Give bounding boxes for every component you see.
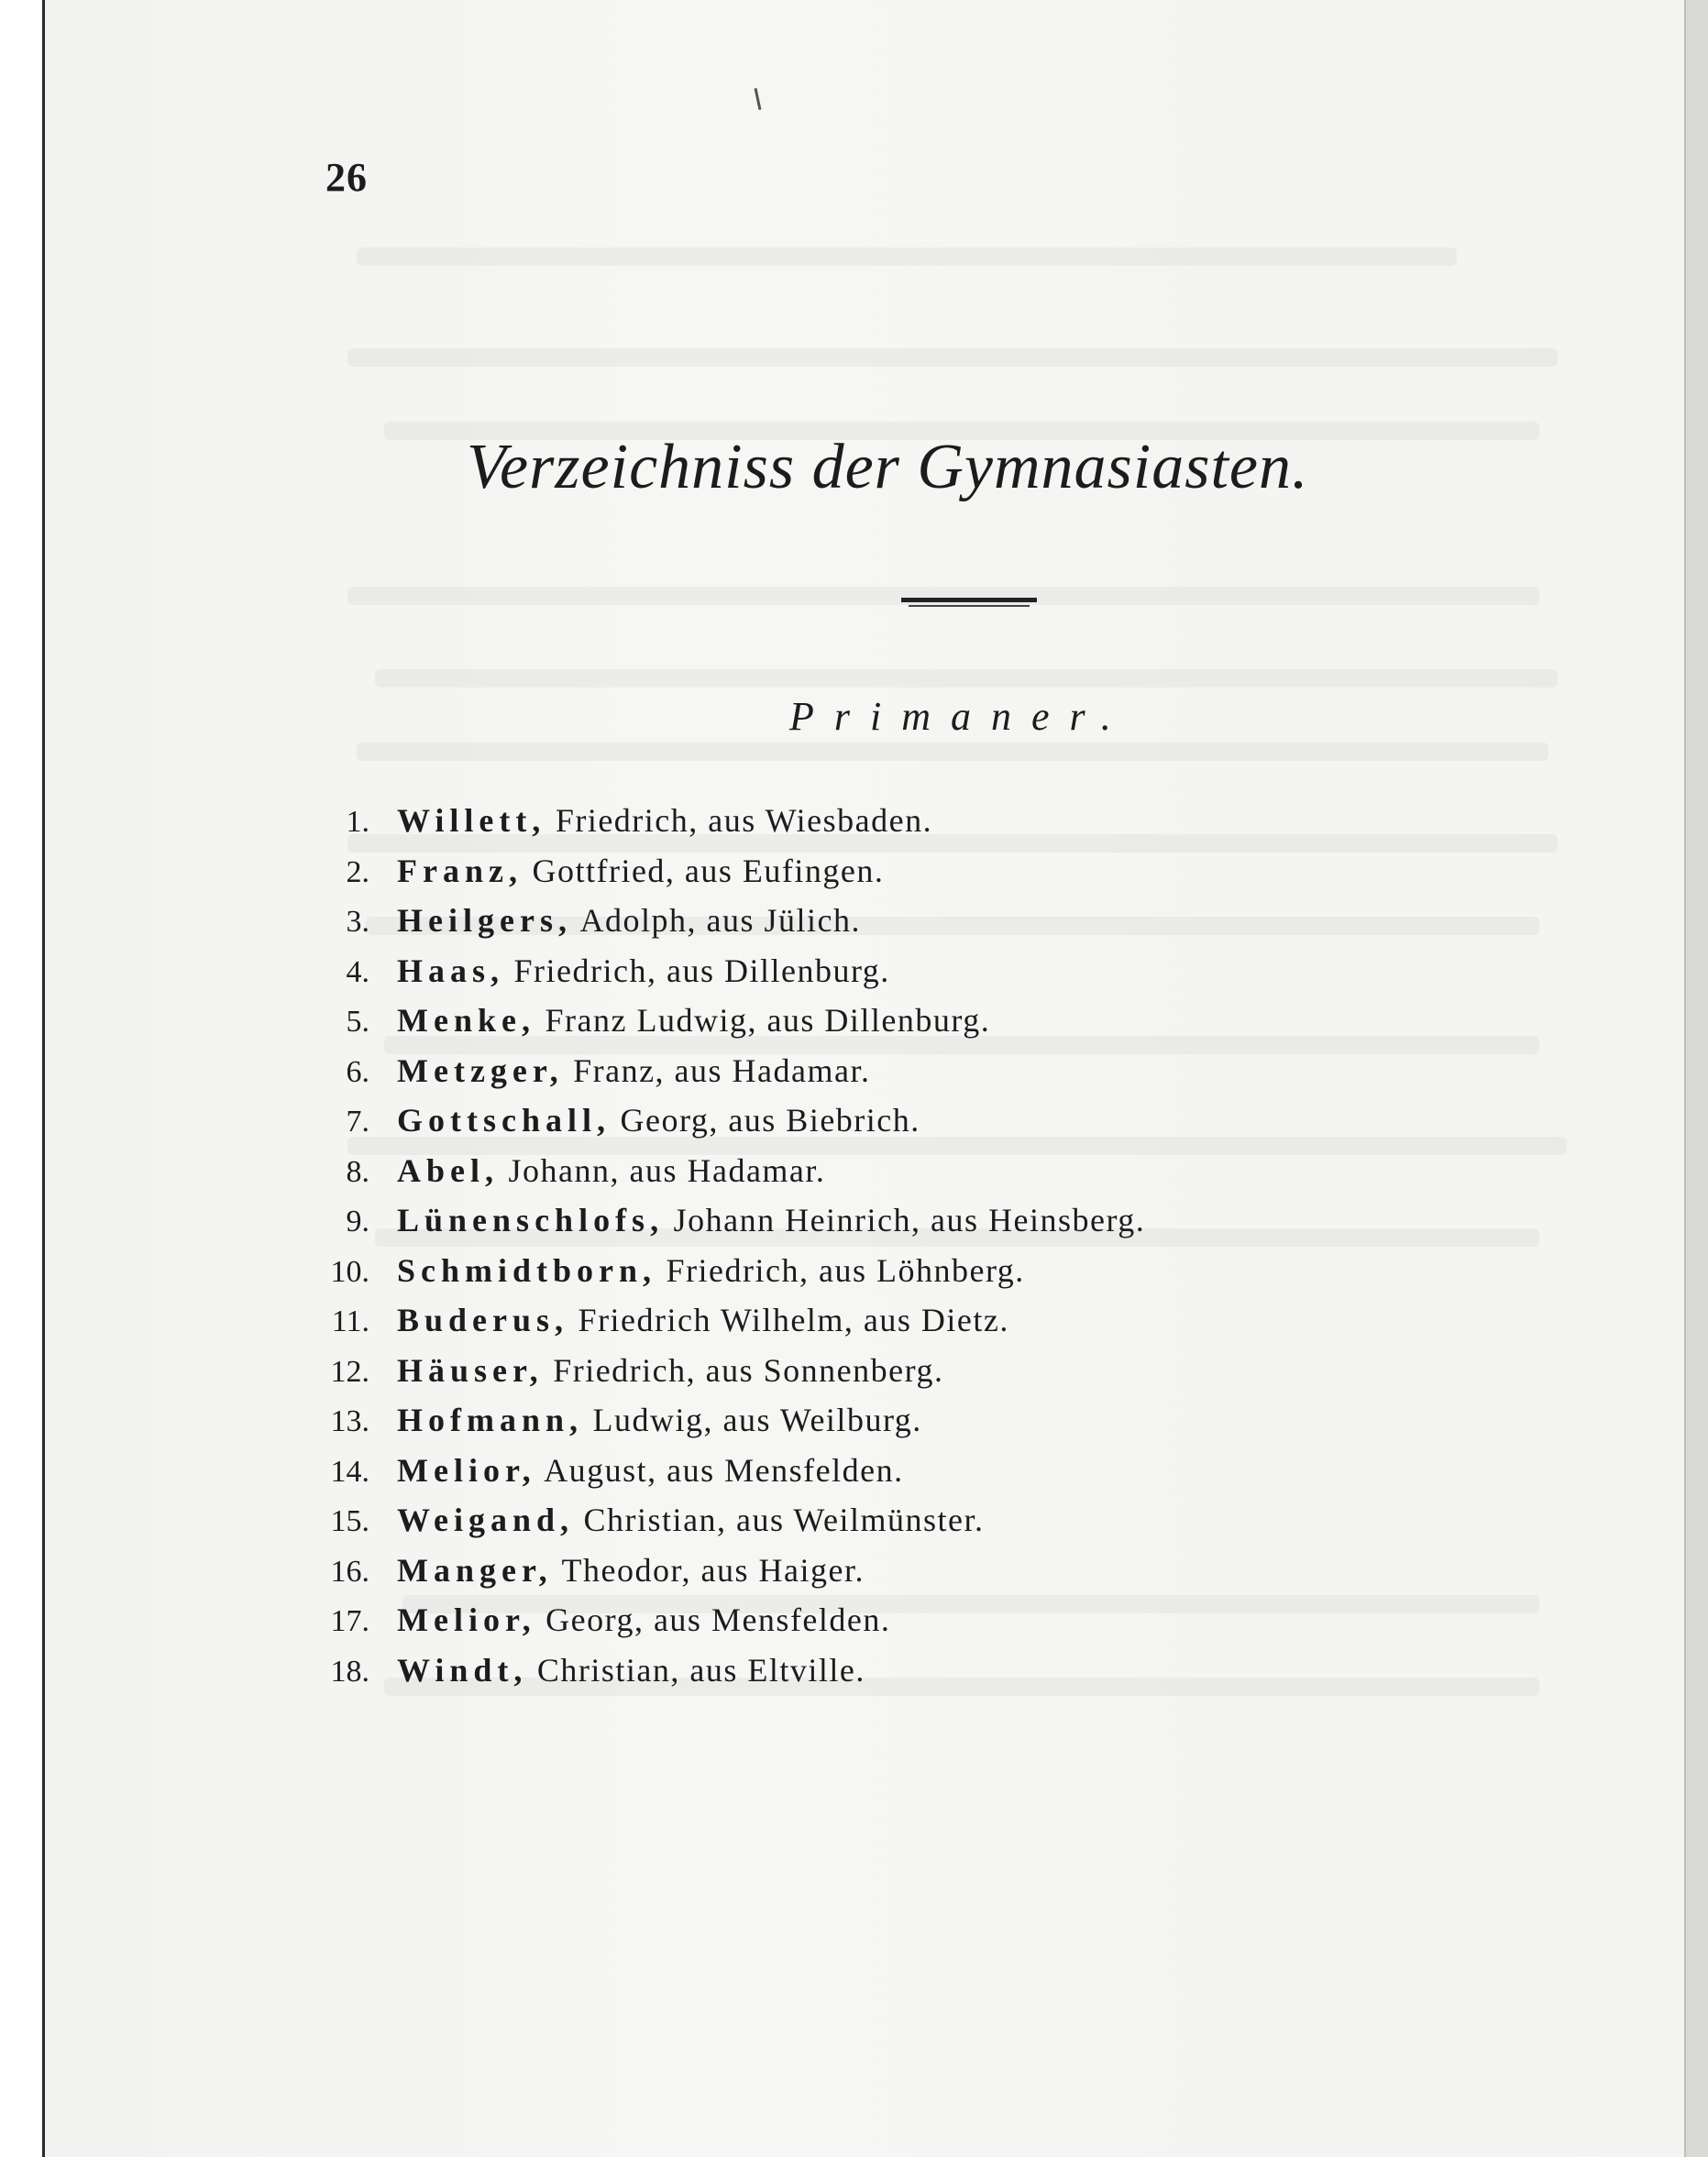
list-item <box>316 846 1508 897</box>
entry-number: 18. <box>330 1654 369 1689</box>
entry-surname: Windt, <box>397 1651 528 1689</box>
entry-surname: Melior, <box>397 1601 536 1638</box>
list-item <box>316 796 1508 846</box>
rule-thin <box>909 605 1030 607</box>
entry-number: 9. <box>346 1205 369 1238</box>
list-item <box>316 1395 1508 1446</box>
entry-details: Franz, aus Hadamar. <box>563 1051 871 1089</box>
list-item <box>316 1146 1508 1196</box>
stray-mark <box>755 88 762 110</box>
entry-details: Christian, aus Weilmünster. <box>574 1502 985 1538</box>
list-item <box>316 1346 1508 1396</box>
entry-details: Ludwig, aus Weilburg. <box>583 1402 922 1438</box>
list-item <box>316 1495 1508 1546</box>
entry-number: 10. <box>330 1254 369 1289</box>
entry-number: 4. <box>346 954 369 989</box>
entry-number: 11. <box>331 1304 369 1338</box>
entry-surname: Häuser, <box>397 1351 544 1389</box>
list-item <box>316 1246 1508 1296</box>
book-page <box>45 0 1686 2157</box>
entry-details: Gottfried, aus Eufingen. <box>522 852 885 889</box>
entry-surname: Franz, <box>397 852 523 889</box>
scan-edge-left <box>0 0 45 2157</box>
entry-surname: Schmidtborn, <box>397 1251 657 1289</box>
entry-number: 14. <box>330 1454 369 1489</box>
entry-details: Johann, aus Hadamar. <box>499 1151 826 1189</box>
entry-details: August, aus Mensfelden. <box>535 1451 904 1489</box>
entry-details: Johann Heinrich, aus Heinsberg. <box>664 1202 1146 1238</box>
scan-edge-right <box>1684 0 1708 2157</box>
entry-number: 17. <box>330 1604 369 1638</box>
entry-surname: Lünenschlofs, <box>397 1202 665 1238</box>
list-item <box>316 1195 1508 1246</box>
entry-surname: Heilgers, <box>397 902 572 939</box>
student-list <box>316 796 1508 1695</box>
entry-details: Georg, aus Mensfelden. <box>535 1601 891 1638</box>
entry-details: Friedrich, aus Dillenburg. <box>504 952 890 989</box>
list-item <box>316 1046 1508 1096</box>
entry-number: 5. <box>346 1005 369 1039</box>
list-item <box>316 1295 1508 1346</box>
entry-details: Friedrich Wilhelm, aus Dietz. <box>568 1302 1009 1338</box>
entry-surname: Metzger, <box>397 1051 564 1089</box>
rule-thick <box>901 598 1037 602</box>
entry-surname: Menke, <box>397 1002 535 1039</box>
section-heading: Primaner. <box>789 694 1131 739</box>
entry-surname: Weigand, <box>397 1502 575 1538</box>
entry-details: Christian, aus Eltville. <box>527 1651 865 1689</box>
entry-surname: Haas, <box>397 952 505 989</box>
entry-details: Friedrich, aus Sonnenberg. <box>543 1351 944 1389</box>
entry-surname: Abel, <box>397 1151 499 1189</box>
entry-surname: Willett, <box>397 802 546 839</box>
list-item <box>316 1446 1508 1496</box>
entry-number: 3. <box>346 905 369 939</box>
entry-surname: Melior, <box>397 1451 536 1489</box>
list-item <box>316 996 1508 1046</box>
title-rule <box>901 598 1037 607</box>
list-item <box>316 946 1508 996</box>
entry-details: Theodor, aus Haiger. <box>552 1551 865 1589</box>
entry-surname: Gottschall, <box>397 1102 611 1139</box>
entry-number: 7. <box>346 1105 369 1139</box>
entry-number: 1. <box>346 805 369 839</box>
entry-number: 12. <box>330 1354 369 1389</box>
list-item <box>316 896 1508 946</box>
entry-number: 8. <box>346 1154 369 1189</box>
entry-surname: Manger, <box>397 1551 553 1589</box>
entry-details: Georg, aus Biebrich. <box>611 1102 920 1139</box>
entry-surname: Buderus, <box>397 1302 569 1338</box>
entry-details: Friedrich, aus Wiesbaden. <box>545 802 933 839</box>
entry-surname: Hofmann, <box>397 1402 584 1438</box>
entry-details: Friedrich, aus Löhnberg. <box>656 1251 1025 1289</box>
entry-number: 6. <box>346 1054 369 1089</box>
entry-number: 16. <box>330 1554 369 1589</box>
list-item <box>316 1645 1508 1696</box>
entry-number: 13. <box>330 1404 369 1438</box>
page-title: Verzeichniss der Gymnasiasten. <box>467 432 1309 502</box>
entry-details: Adolph, aus Jülich. <box>571 902 861 939</box>
entry-number: 15. <box>330 1504 369 1538</box>
page-number: 26 <box>325 155 368 200</box>
entry-details: Franz Ludwig, aus Dillenburg. <box>534 1002 991 1039</box>
list-item <box>316 1095 1508 1146</box>
entry-number: 2. <box>346 854 369 889</box>
list-item <box>316 1546 1508 1596</box>
list-item <box>316 1595 1508 1645</box>
